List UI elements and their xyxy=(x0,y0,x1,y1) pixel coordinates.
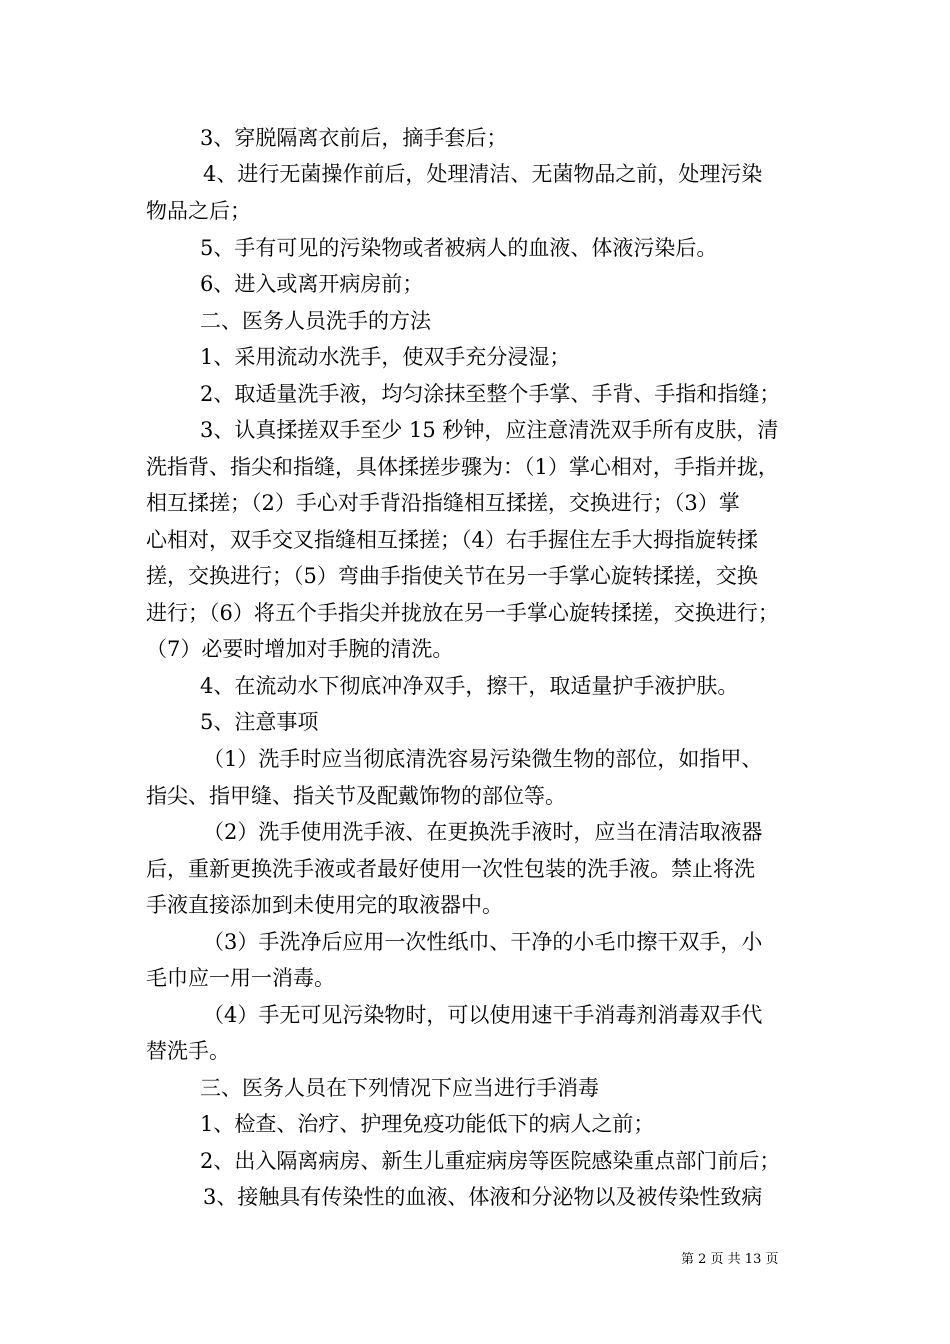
text-line: 3、接触具有传染性的血液、体液和分泌物以及被传染性致病 xyxy=(203,1185,763,1209)
section-heading: 三、医务人员在下列情况下应当进行手消毒 xyxy=(200,1076,599,1100)
text-line: 相互揉搓；（2）手心对手背沿指缝相互揉搓，交换进行；（3）掌 xyxy=(146,491,740,515)
text-line: 手液直接添加到未使用完的取液器中。 xyxy=(146,893,503,917)
text-line: 进行；（6）将五个手指尖并拢放在另一手掌心旋转揉搓，交换进行； xyxy=(146,601,779,625)
text-line: 2、出入隔离病房、新生儿重症病房等医院感染重点部门前后； xyxy=(200,1149,781,1173)
text-line: 3、认真揉搓双手至少 15 秒钟，应注意清洗双手所有皮肤，清 xyxy=(200,418,779,442)
text-line: 后，重新更换洗手液或者最好使用一次性包装的洗手液。禁止将洗 xyxy=(146,857,755,881)
section-heading: 二、医务人员洗手的方法 xyxy=(200,309,431,333)
text-line: 洗指背、指尖和指缝，具体揉搓步骤为：（1）掌心相对，手指并拢， xyxy=(146,455,779,479)
text-line: 物品之后； xyxy=(146,199,251,223)
text-line: 搓，交换进行；（5）弯曲手指使关节在另一手掌心旋转揉搓，交换 xyxy=(146,564,758,588)
text-line: 1、采用流动水洗手，使双手充分浸湿； xyxy=(200,345,571,369)
text-line: 4、进行无菌操作前后，处理清洁、无菌物品之前，处理污染 xyxy=(203,162,763,186)
text-line: （1）洗手时应当彻底清洗容易污染微生物的部位，如指甲、 xyxy=(203,747,763,771)
text-line: 4、在流动水下彻底冲净双手，擦干，取适量护手液护肤。 xyxy=(200,674,739,698)
text-line: 心相对，双手交叉指缝相互揉搓；（4）右手握住左手大拇指旋转揉 xyxy=(146,528,758,552)
text-line: （4）手无可见污染物时，可以使用速干手消毒剂消毒双手代 xyxy=(203,1003,763,1027)
text-line: 1、检查、治疗、护理免疫功能低下的病人之前； xyxy=(200,1112,655,1136)
text-line: 指尖、指甲缝、指关节及配戴饰物的部位等。 xyxy=(146,784,566,808)
text-line: 毛巾应一用一消毒。 xyxy=(146,966,335,990)
text-line: 5、注意事项 xyxy=(200,710,319,734)
text-line: 3、穿脱隔离衣前后，摘手套后； xyxy=(200,126,508,150)
text-line: 5、手有可见的污染物或者被病人的血液、体液污染后。 xyxy=(200,236,718,260)
text-line: （7）必要时增加对手腕的清洗。 xyxy=(146,637,454,661)
text-line: （3）手洗净后应用一次性纸巾、干净的小毛巾擦干双手，小 xyxy=(203,930,763,954)
page-number-footer: 第 2 页 共 13 页 xyxy=(681,1252,779,1267)
text-line: 6、进入或离开病房前； xyxy=(200,272,424,296)
text-line: 替洗手。 xyxy=(146,1039,230,1063)
text-line: （2）洗手使用洗手液、在更换洗手液时，应当在清洁取液器 xyxy=(203,820,763,844)
text-line: 2、取适量洗手液，均匀涂抹至整个手掌、手背、手指和指缝； xyxy=(200,382,781,406)
